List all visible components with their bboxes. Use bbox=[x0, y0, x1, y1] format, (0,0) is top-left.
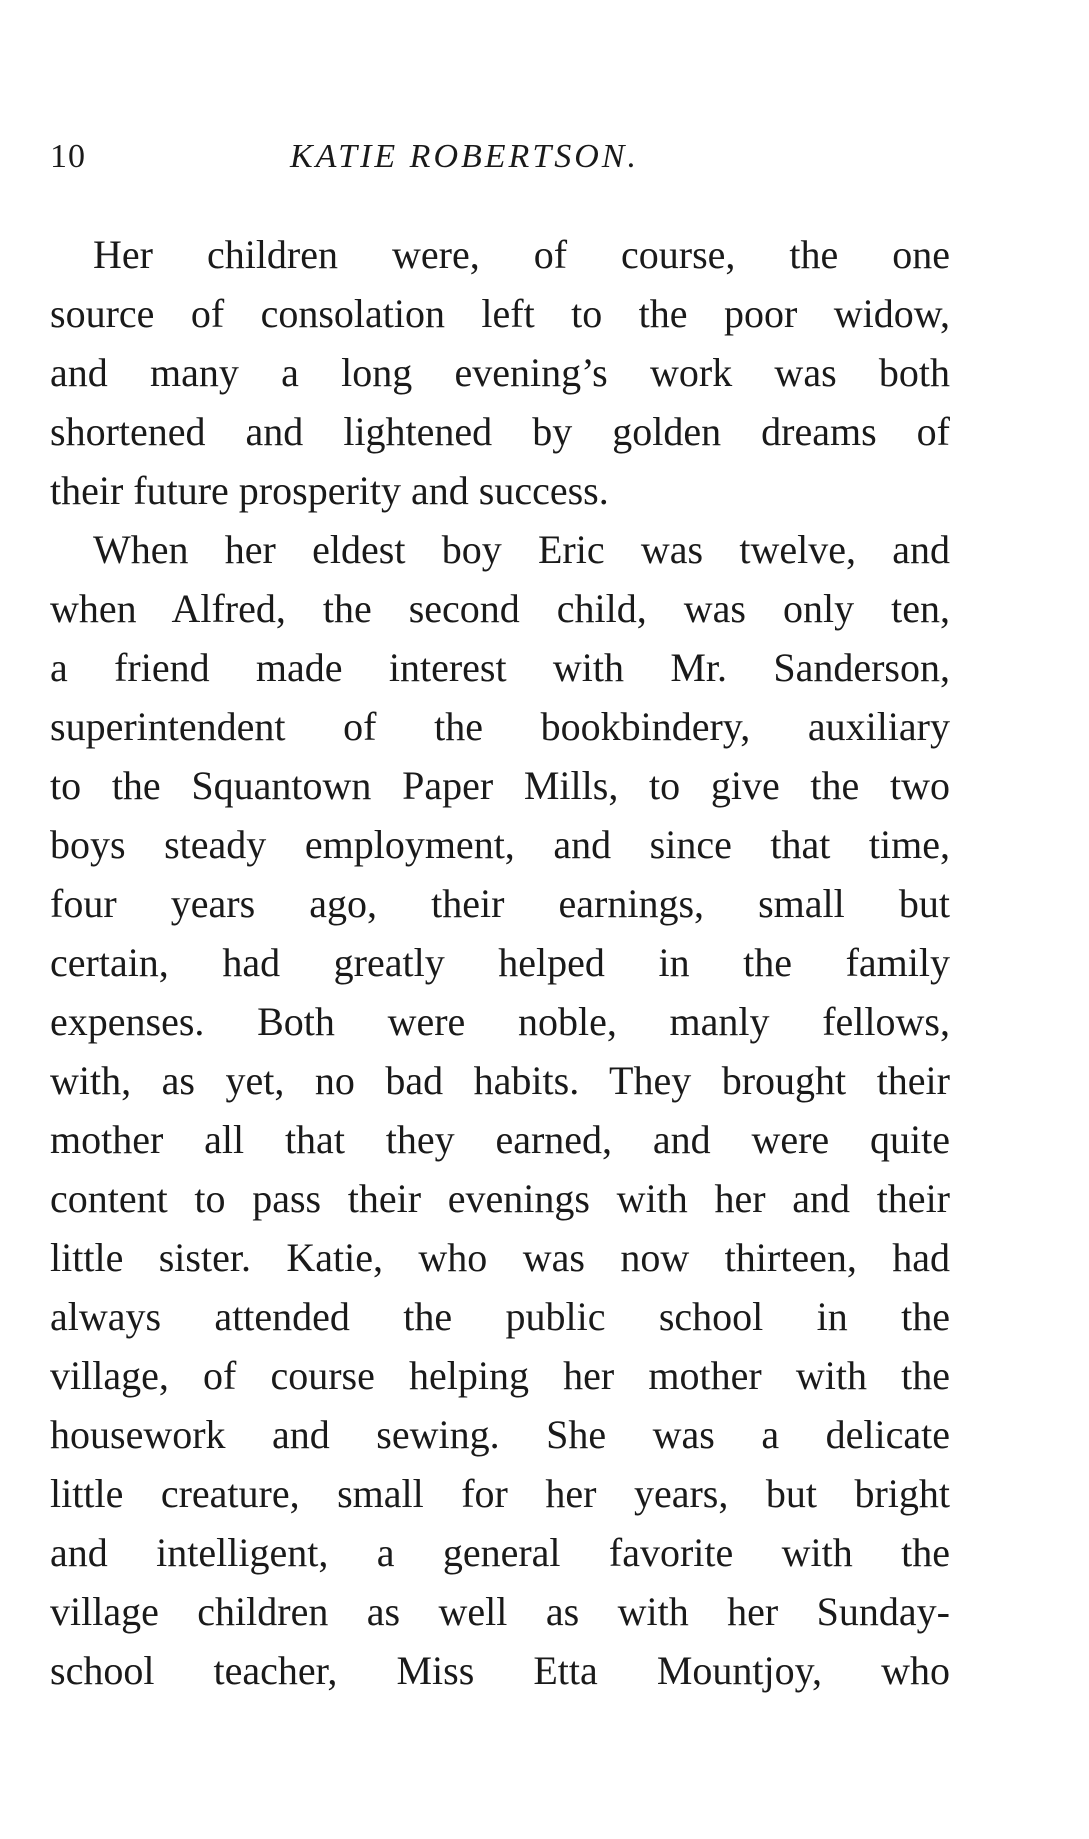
text-line: to the Squantown Paper Mills, to give the two bbox=[50, 763, 950, 808]
text-line: Her children were, of course, the one bbox=[93, 232, 950, 277]
text-line: expenses. Both were noble, manly fellows, bbox=[50, 999, 950, 1044]
text-line: village, of course helping her mother with the bbox=[50, 1353, 950, 1398]
text-line: content to pass their evenings with her and their bbox=[50, 1176, 950, 1221]
body-text bbox=[50, 225, 950, 1700]
text-line: mother all that they earned, and were quite bbox=[50, 1117, 950, 1162]
text-line: housework and sewing. She was a delicate bbox=[50, 1412, 950, 1457]
text-line: always attended the public school in the bbox=[50, 1294, 950, 1339]
text-line: source of consolation left to the poor widow, bbox=[50, 291, 950, 336]
paragraph-2 bbox=[50, 520, 950, 1700]
text-line: boys steady employment, and since that time, bbox=[50, 822, 950, 867]
text-line: When her eldest boy Eric was twelve, and bbox=[93, 527, 950, 572]
text-line: little sister. Katie, who was now thirteen, had bbox=[50, 1235, 950, 1280]
text-line: superintendent of the bookbindery, auxiliary bbox=[50, 704, 950, 749]
text-line: four years ago, their earnings, small but bbox=[50, 881, 950, 926]
text-line: when Alfred, the second child, was only ten, bbox=[50, 586, 950, 631]
text-line: with, as yet, no bad habits. They brought their bbox=[50, 1058, 950, 1103]
text-line: village children as well as with her Sunday- bbox=[50, 1589, 950, 1634]
running-head bbox=[50, 132, 950, 182]
running-title: KATIE ROBERTSON. bbox=[290, 138, 639, 175]
text-line: and many a long evening’s work was both bbox=[50, 350, 950, 395]
text-line: school teacher, Miss Etta Mountjoy, who bbox=[50, 1648, 950, 1693]
text-line: their future prosperity and success. bbox=[50, 468, 609, 513]
text-line: shortened and lightened by golden dreams of bbox=[50, 409, 950, 454]
text-line: a friend made interest with Mr. Sanderson, bbox=[50, 645, 950, 690]
paragraph-1 bbox=[50, 225, 950, 520]
page-number: 10 bbox=[50, 138, 86, 175]
text-line: certain, had greatly helped in the family bbox=[50, 940, 950, 985]
text-line: and intelligent, a general favorite with the bbox=[50, 1530, 950, 1575]
text-line: little creature, small for her years, but bright bbox=[50, 1471, 950, 1516]
